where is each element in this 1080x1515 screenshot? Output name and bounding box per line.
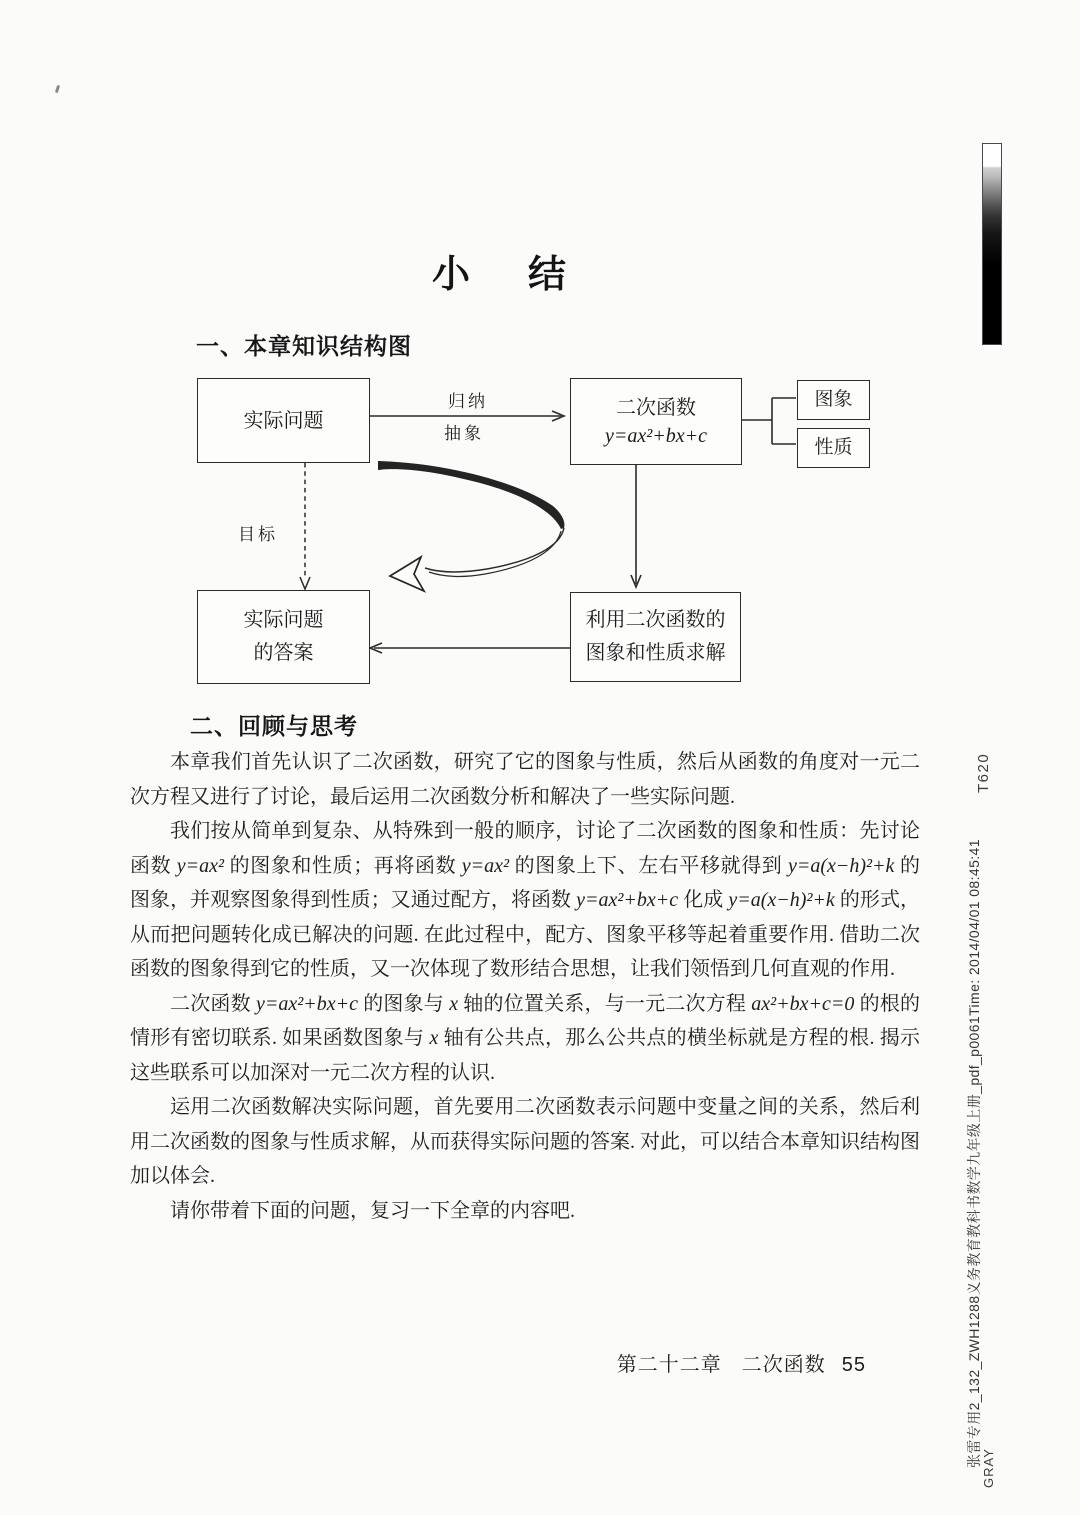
arrow-induction-head [552, 411, 564, 421]
diagram-box-answer [197, 590, 370, 684]
text-run: 的图象与 [358, 992, 450, 1015]
swoosh-arrowhead [390, 557, 424, 591]
math-expression: y=ax²+bx+c [576, 889, 679, 911]
bracket-connector [740, 398, 796, 444]
text-run: 的图象上下、左右平移就得到 [509, 854, 788, 877]
page-number: 55 [841, 1354, 866, 1376]
math-expression: y=ax² [461, 854, 510, 877]
text-run: 的图象和性质；再将函数 [224, 854, 462, 877]
arrow-quadratic-to-solve-head [631, 575, 641, 587]
box-label: 性质 [814, 437, 853, 458]
diagram-box-property [797, 428, 870, 468]
text-run: 本章我们首先认识了二次函数，研究了它的图象与性质，然后从函数的角度对一元二次方程又进行了讨论，最后运用二次函数分析和解决了一些实际问题. [130, 751, 920, 808]
text-run: 轴有公共点，那么公共点的横坐标就是方程的根. 揭示这些联系可以加深对一元二次方程的认识. [130, 1027, 921, 1084]
arrow-label-abstraction: 抽象 [444, 424, 484, 443]
box-label: 利用二次函数的 [585, 609, 726, 631]
footer-chapter: 第二十二章 [616, 1354, 722, 1376]
math-expression: y=ax² [176, 854, 225, 877]
diagram-box-graph [797, 380, 870, 420]
box-label: 图象 [814, 389, 853, 410]
math-expression: x [449, 992, 459, 1015]
paragraph [130, 987, 920, 1091]
diagram-box-quadratic-function [570, 378, 742, 465]
text-run: 化成 [678, 889, 729, 911]
text-run: 二次函数 [170, 992, 256, 1015]
section2-heading: 二、回顾与思考 [190, 713, 358, 739]
box-label: 实际问题 [243, 409, 324, 432]
swoosh-arc [378, 461, 564, 529]
title-char-2: 结 [528, 254, 569, 296]
text-run: 运用二次函数解决实际问题，首先要用二次函数表示问题中变量之间的关系，然后利用二次函数的图象与性质求解，从而获得实际问题的答案. 对此，可以结合本章知识结构图加以体会. [130, 1096, 920, 1187]
math-expression: y=a(x−h)²+k [787, 854, 895, 877]
paragraph [130, 1090, 920, 1194]
text-run: 的图象，并观察图象得到性质；又通过配方，将函数 [130, 854, 921, 911]
section1-heading: 一、本章知识结构图 [196, 333, 412, 359]
page-footer [0, 1348, 866, 1377]
paragraph [130, 745, 920, 814]
text-run: 轴的位置关系，与一元二次方程 [458, 992, 752, 1015]
scan-speck [55, 85, 60, 94]
review-paragraphs [130, 745, 920, 1228]
text-run: 的根的情形有密切联系. 如果函数图象与 [130, 992, 921, 1049]
diagram-box-practical-problem [197, 378, 370, 463]
math-expression: x [429, 1027, 439, 1049]
box-label: 图象和性质求解 [585, 642, 726, 664]
title-char-1: 小 [431, 254, 472, 296]
math-expression: ax²+bx+c=0 [751, 992, 855, 1015]
watermark-text: 张雷专用2_132_ZWH1288义务教育教科书数学九年级上册_pdf_p0061Time: 2014/04/01 08:45:41 [966, 839, 982, 1468]
box-label: 实际问题 [243, 609, 324, 631]
arrow-label-induction: 归纳 [448, 392, 488, 411]
math-expression: y=a(x−h)²+k [728, 889, 835, 911]
page-title [0, 243, 1000, 298]
text-run: 请你带着下面的问题，复习一下全章的内容吧. [170, 1199, 575, 1222]
quadratic-formula: y=ax²+bx+c [605, 424, 707, 447]
footer-book-title: 二次函数 [741, 1354, 826, 1376]
swoosh-return-line-1 [425, 528, 564, 572]
scan-code: T620 [975, 752, 992, 793]
text-run: 我们按从简单到复杂、从特殊到一般的顺序，讨论了二次函数的图象和性质：先讨论函数 [130, 820, 920, 877]
math-expression: y=ax²+bx+c [256, 992, 358, 1015]
arrow-label-goal: 目标 [238, 525, 278, 544]
arrow-goal-head [300, 577, 310, 589]
paragraph [130, 1194, 920, 1229]
diagram-box-solve [570, 592, 741, 682]
box-label: 二次函数 [616, 396, 696, 419]
paragraph [130, 814, 920, 987]
gray-mode-label: GRAY [981, 1448, 996, 1488]
box-label: 的答案 [253, 642, 314, 664]
text-run: 的形式，从而把问题转化成已解决的问题. 在此过程中，配方、图象平移等起着重要作用. 借助二次函数的图象得到它的性质，又一次体现了数形结合思想，让我们领悟到几何直观的作用. [130, 889, 921, 980]
swoosh-return-line-2 [429, 531, 561, 576]
arrow-solve-to-answer-head [370, 643, 382, 653]
